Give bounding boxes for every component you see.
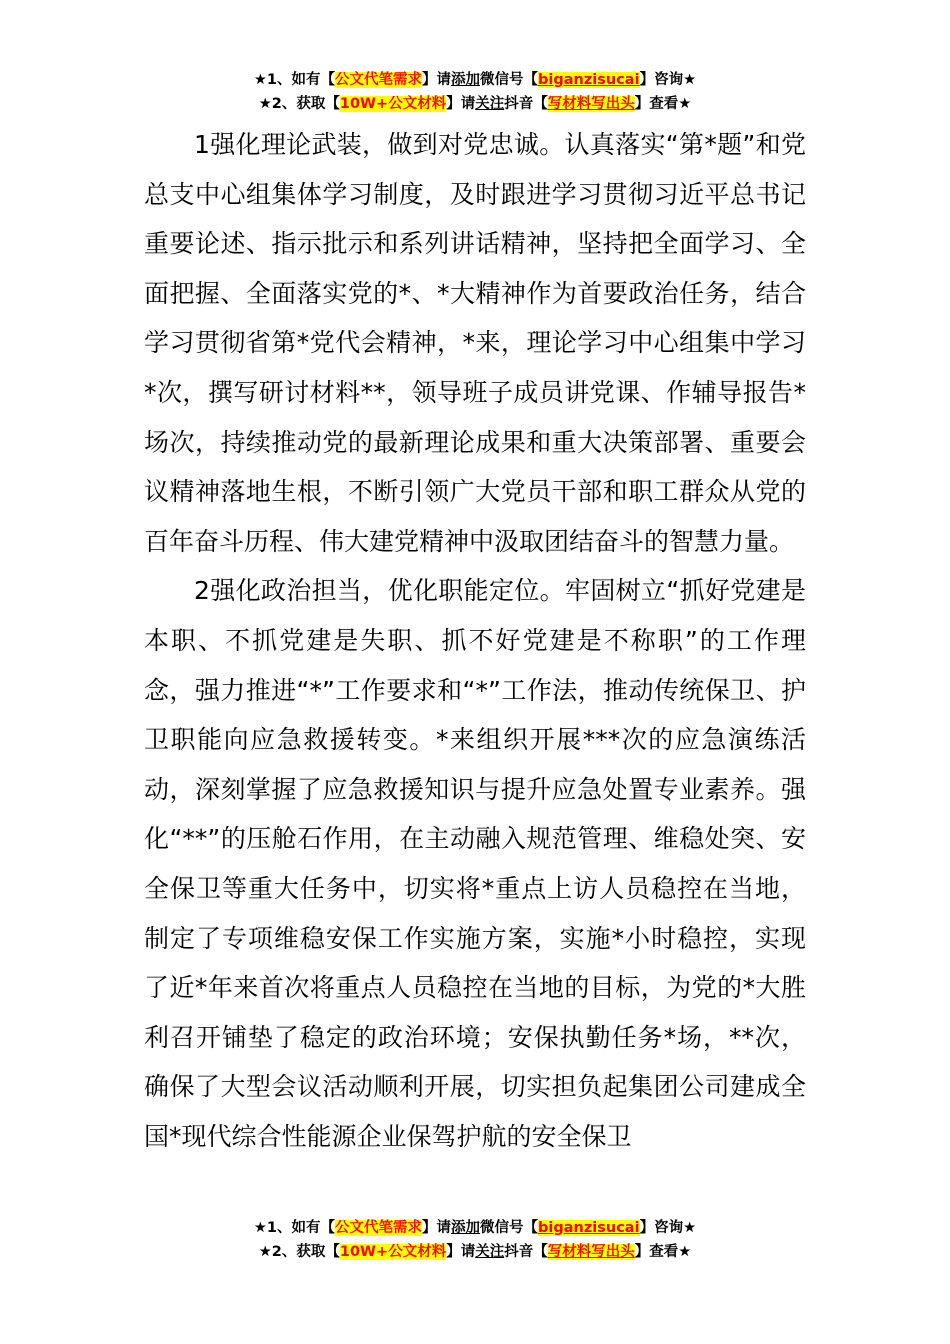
highlight-wechat-id: biganzisucai <box>538 72 640 88</box>
banner-line-2 <box>0 1240 950 1264</box>
banner-text: ★1、如有【 <box>253 1220 336 1236</box>
highlight-douyin-account: 写材料写出头 <box>547 1244 635 1260</box>
highlight-service: 公文代笔需求 <box>335 1220 423 1236</box>
paragraph-1: 1强化理论武装，做到对党忠诚。认真落实“第*题”和党总支中心组集体学习制度，及时跟进学习贯彻习近平总书记重要论述、指示批示和系列讲话精神，坚持把全面学习、全面把握、全面落实党的*、*大精神作为首要政治任务，结合学习贯彻省第*党代会精神，*来，理论学习中心组集中学习*次，撰写研讨材料**，领导班子成员讲党课、作辅导报告*场次，持续推动党的最新理论成果和重大决策部署、重要会议精神落地生根，不断引领广大党员干部和职工群众从党的百年奋斗历程、伟大建党精神中汲取团结奋斗的智慧力量。 <box>144 130 806 556</box>
banner-text: ★2、获取【 <box>258 96 340 112</box>
banner-text: 】咨询★ <box>639 1220 697 1236</box>
banner-line-2 <box>0 92 950 116</box>
highlight-wechat-id: biganzisucai <box>538 1220 640 1236</box>
banner-text: 】查看★ <box>634 1244 692 1260</box>
banner-text: 】请 <box>422 1220 452 1236</box>
highlight-materials: 10W+公文材料 <box>339 96 447 112</box>
document-body <box>144 120 806 1161</box>
banner-text: 抖音【 <box>504 96 548 112</box>
banner-text: ★1、如有【 <box>253 72 336 88</box>
header-banner <box>0 68 950 116</box>
banner-underlined-text: 添加 <box>451 1220 481 1236</box>
banner-underlined-text: 关注 <box>475 1244 505 1260</box>
banner-text: 】请 <box>446 1244 476 1260</box>
banner-text: 微信号【 <box>480 72 539 88</box>
banner-line-1 <box>0 68 950 92</box>
highlight-materials: 10W+公文材料 <box>339 1244 447 1260</box>
footer-banner <box>0 1216 950 1264</box>
banner-line-1 <box>0 1216 950 1240</box>
paragraph-2: 2强化政治担当，优化职能定位。牢固树立“抓好党建是本职、不抓党建是失职、抓不好党建是不称职”的工作理念，强力推进“*”工作要求和“*”工作法，推动传统保卫、护卫职能向应急救援转变。*来组织开展***次的应急演练活动，深刻掌握了应急救援知识与提升应急处置专业素养。强化“**”的压舱石作用，在主动融入规范管理、维稳处突、安全保卫等重大任务中，切实将*重点上访人员稳控在当地，制定了专项维稳安保工作实施方案，实施*小时稳控，实现了近*年来首次将重点人员稳控在当地的目标，为党的*大胜利召开铺垫了稳定的政治环境；安保执勤任务*场，**次，确保了大型会议活动顺利开展，切实担负起集团公司建成全国*现代综合性能源企业保驾护航的安全保卫 <box>144 576 806 1151</box>
banner-underlined-text: 关注 <box>475 96 505 112</box>
banner-text: 抖音【 <box>504 1244 548 1260</box>
banner-text: 】查看★ <box>634 96 692 112</box>
banner-text: 】请 <box>422 72 452 88</box>
banner-text: 】请 <box>446 96 476 112</box>
banner-text: 微信号【 <box>480 1220 539 1236</box>
highlight-douyin-account: 写材料写出头 <box>547 96 635 112</box>
banner-underlined-text: 添加 <box>451 72 481 88</box>
highlight-service: 公文代笔需求 <box>335 72 423 88</box>
banner-text: 】咨询★ <box>639 72 697 88</box>
banner-text: ★2、获取【 <box>258 1244 340 1260</box>
